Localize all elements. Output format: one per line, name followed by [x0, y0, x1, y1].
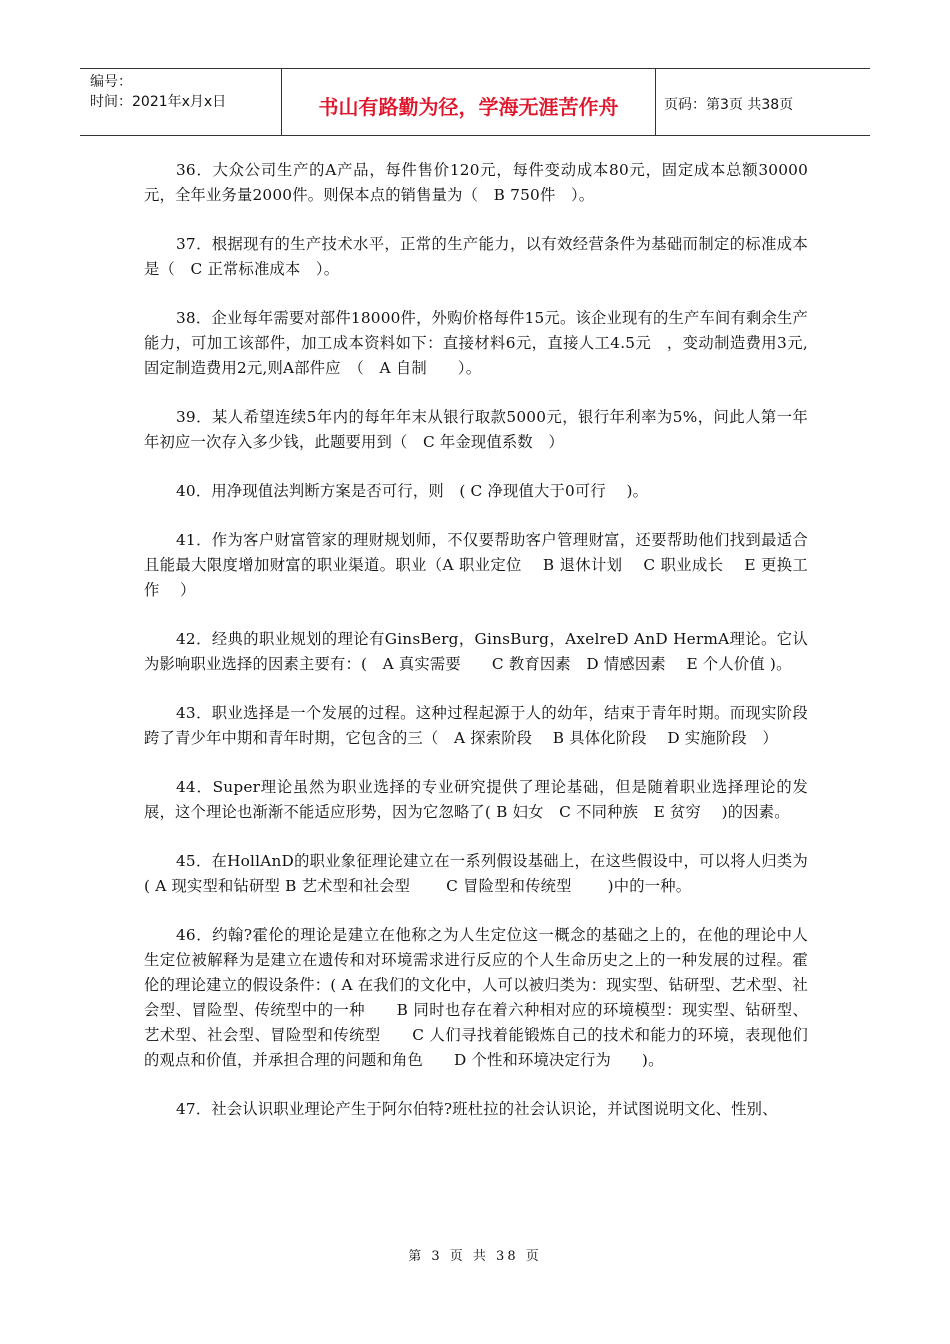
number-label: 编号： — [90, 74, 132, 90]
question-44: 44．Super理论虽然为职业选择的专业研究提供了理论基础，但是随着职业选择理论的发展，这个理论也渐渐不能适应形势，因为它忽略了( B 妇女 C 不同种族 E 贫穷 )的因素。 — [144, 778, 808, 821]
question-41: 41．作为客户财富管家的理财规划师，不仅要帮助客户管理财富，还要帮助他们找到最适合且能最大限度增加财富的职业渠道。职业（A 职业定位 B 退休计划 C 职业成长 E 更换工作 ） — [144, 531, 808, 599]
document-header — [80, 68, 870, 136]
question-43: 43．职业选择是一个发展的过程。这种过程起源于人的幼年，结束于青年时期。而现实阶段跨了青少年中期和青年时期，它包含的三（ A 探索阶段 B 具体化阶段 D 实施阶段 ） — [144, 704, 808, 747]
question-45: 45．在HollAnD的职业象征理论建立在一系列假设基础上，在这些假设中，可以将人归类为( A 现实型和钻研型 B 艺术型和社会型 C 冒险型和传统型 )中的一种。 — [144, 852, 808, 895]
question-36: 36．大众公司生产的A产品，每件售价120元，每件变动成本80元，固定成本总额30000元，全年业务量2000件。则保本点的销售量为（ B 750件 ）。 — [144, 161, 808, 204]
question-38: 38．企业每年需要对部件18000件，外购价格每件15元。该企业现有的生产车间有剩余生产能力，可加工该部件，加工成本资料如下：直接材料6元，直接人工4.5元 ，变动制造费用3元,固定制造费用2元,则A部件应 （ A 自制 ）。 — [144, 309, 808, 377]
question-42: 42．经典的职业规划的理论有GinsBerg，GinsBurg，AxelreD AnD HermA理论。它认为影响职业选择的因素主要有：( A 真实需要 C 教育因素 D 情感因素 E 个人价值 )。 — [144, 630, 808, 673]
header-page-info: 页码：第3页 共38页 — [664, 97, 794, 113]
header-motto: 书山有路勤为径，学海无涯苦作舟 — [282, 69, 656, 135]
question-list — [144, 158, 808, 1146]
question-47: 47．社会认识职业理论产生于阿尔伯特?班杜拉的社会认识论，并试图说明文化、性别、 — [176, 1100, 778, 1118]
question-39: 39．某人希望连续5年内的每年年末从银行取款5000元，银行年利率为5%，问此人第一年年初应一次存入多少钱，此题要用到（ C 年金现值系数 ） — [144, 408, 808, 451]
header-meta — [80, 69, 282, 135]
question-40: 40．用净现值法判断方案是否可行，则 ( C 净现值大于0可行 )。 — [176, 482, 649, 500]
question-46: 46．约翰?霍伦的理论是建立在他称之为人生定位这一概念的基础之上的，在他的理论中人生定位被解释为是建立在遗传和对环境需求进行反应的个人生命历史之上的一种发展的过程。霍伦的理论建立的假设条件：( A 在我们的文化中，人可以被归类为：现实型、钻研型、艺术型、社会型、冒险型、传统型中的一种 B 同时也存在着六种相对应的环境模型：现实型、钻研型、艺术型、社会型、冒险型和传统型 C 人们寻找着能锻炼自己的技术和能力的环境，表现他们的观点和价值，并承担合理的问题和角色 D 个性和环境决定行为 )。 — [144, 926, 808, 1069]
question-37: 37．根据现有的生产技术水平，正常的生产能力，以有效经营条件为基础而制定的标准成本是（ C 正常标准成本 ）。 — [144, 235, 808, 278]
page-footer: 第 3 页 共 38 页 — [408, 1249, 542, 1264]
date-label: 时间：2021年x月x日 — [90, 94, 227, 110]
